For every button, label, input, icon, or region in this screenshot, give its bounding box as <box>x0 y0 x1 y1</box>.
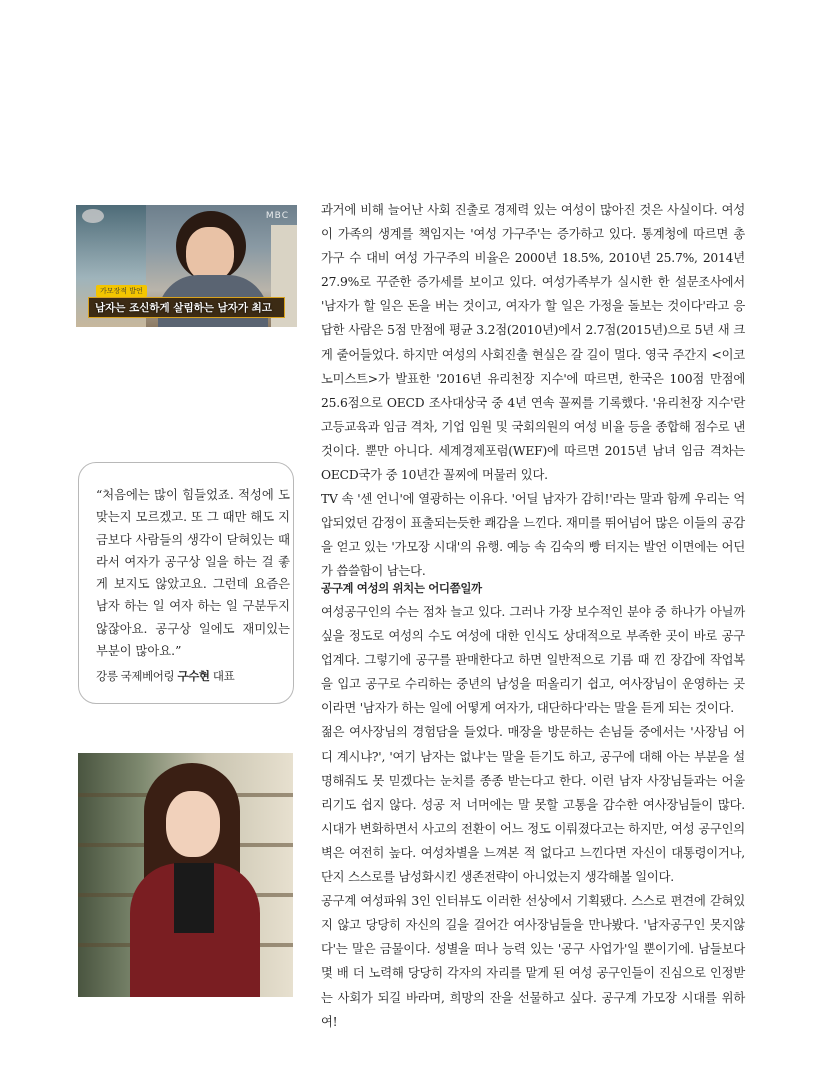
article-paragraph: TV 속 '센 언니'에 열광하는 이유다. '어딜 남자가 감히!'라는 말과 함께 우리는 억압되었던 감정이 표출되는듯한 쾌감을 느낀다. 재미를 뛰어넘어 많은 이들의 공감을 얻고 있는 '가모장 시대'의 유행. 예능 속 김숙의 빵 터지는 발언 이면에는 어딘가 씁쓸함이 남는다. <box>321 492 745 579</box>
caption-subtitle: 남자는 조신하게 살림하는 남자가 최고 <box>88 297 285 318</box>
caption-tag: 가모장적 발언 <box>96 285 147 297</box>
portrait-face <box>166 791 220 857</box>
credit-name: 구수현 <box>177 669 210 683</box>
article-paragraph: 여성공구인의 수는 점차 늘고 있다. 그러나 가장 보수적인 분야 중 하나가 아닐까 싶을 정도로 여성의 수도 여성에 대한 인식도 상대적으로 부족한 곳이 바로 공구업계다. 그렇기에 공구를 판매한다고 하면 일반적으로 기름 때 낀 장갑에 작업복을 입고 공구로 수리하는 중년의 남성을 떠올리기 쉽고, 여사장님이 운영하는 곳이라면 '남자가 하는 일에 어떻게 여자가, 대단하다'라는 말을 듣게 되는 것이다. <box>321 605 745 716</box>
credit-title: 대표 <box>209 669 235 683</box>
credit-organization: 강릉 국제베어링 <box>96 669 178 683</box>
broadcaster-logo: MBC <box>265 211 289 221</box>
interview-quote: “처음에는 많이 힘들었죠. 적성에 도 맞는지 모르겠고. 또 그 때만 해도 지금보다 사람들의 생각이 닫혀있는 때라서 여자가 공구상 일을 하는 걸 좋게 보지도 않았고요. 그런데 요즘은 남자 하는 일 여자 하는 일 구분두지 않잖아요. 공구상 일에도 재미있는 부분이 많아요.” <box>96 488 290 659</box>
article-paragraph: 젊은 여사장님의 경험담을 들었다. 매장을 방문하는 손님들 중에서는 '사장님 어디 계시냐?', '여기 남자는 없냐'는 말을 듣기도 하고, 공구에 대해 아는 부분을 설명해줘도 못 믿겠다는 눈치를 종종 받는다고 한다. 이런 남자 사장님들과는 어울리기도 쉽지 않다. 성공 저 너머에는 말 못할 고통을 감수한 여사장님들이 많다. 시대가 변화하면서 사고의 전환이 어느 정도 이뤄졌다고는 하지만, 여성 공구인의 벽은 여전히 높다. 여성차별을 느껴본 적 없다고 느낀다면 자신이 대통령이거나, 단지 스스로를 남성화시킨 생존전략이 아니었는지 생각해볼 일이다. <box>321 725 745 885</box>
article-paragraph: 과거에 비해 늘어난 사회 진출로 경제력 있는 여성이 많아진 것은 사실이다. 여성이 가족의 생계를 책임지는 '여성 가구주'는 증가하고 있다. 통계청에 따르면 총 가구 수 대비 여성 가구주의 비율은 2000년 18.5%, 2010년 25.7%, 2014년 27.9%로 꾸준한 증가세를 보이고 있다. 여성가족부가 실시한 한 설문조사에서 '남자가 할 일은 돈을 버는 것이고, 여자가 할 일은 가정을 돌보는 것이다'라고 응답한 사람은 5점 만점에 평균 3.2점(2010년)에서 2.7점(2015년)으로 5년 새 크게 줄어들었다. 하지만 여성의 사회진출 현실은 갈 길이 멀다. 영국 주간지 <이코노미스트>가 발표한 '2016년 유리천장 지수'에 따르면, 한국은 100점 만점에 25.6점으로 OECD 조사대상국 중 4년 연속 꼴찌를 기록했다. '유리천장 지수'란 고등교육과 임금 격차, 기업 임원 및 국회의원의 여성 비율 등을 종합해 점수로 낸 것이다. 뿐만 아니다. 세계경제포럼(WEF)에 따르면 2015년 남녀 임금 격차는 OECD국가 중 10년간 꼴찌에 머물러 있다. <box>321 203 745 483</box>
article-section-body <box>321 600 745 1034</box>
program-logo <box>82 209 104 223</box>
tv-show-still-image <box>76 205 297 327</box>
quote-credit <box>96 668 234 684</box>
article-section-intro <box>321 198 745 584</box>
section-heading: 공구계 여성의 위치는 어디쯤일까 <box>321 581 482 595</box>
article-paragraph: 공구계 여성파워 3인 인터뷰도 이러한 선상에서 기획됐다. 스스로 편견에 갇혀있지 않고 당당히 자신의 길을 걸어간 여사장님들을 만나봤다. '남자공구인 못지않다'는 말은 금물이다. 성별을 떠나 능력 있는 '공구 사업가'일 뿐이기에. 남들보다 몇 배 더 노력해 당당히 각자의 자리를 맡게 된 여성 공구인들이 진심으로 인정받는 사회가 되길 바라며, 희망의 잔을 선물하고 싶다. 공구계 가모장 시대를 위하여! <box>321 894 745 1029</box>
portrait-photo <box>78 753 293 997</box>
person-face <box>186 227 234 281</box>
portrait-top <box>174 863 214 933</box>
